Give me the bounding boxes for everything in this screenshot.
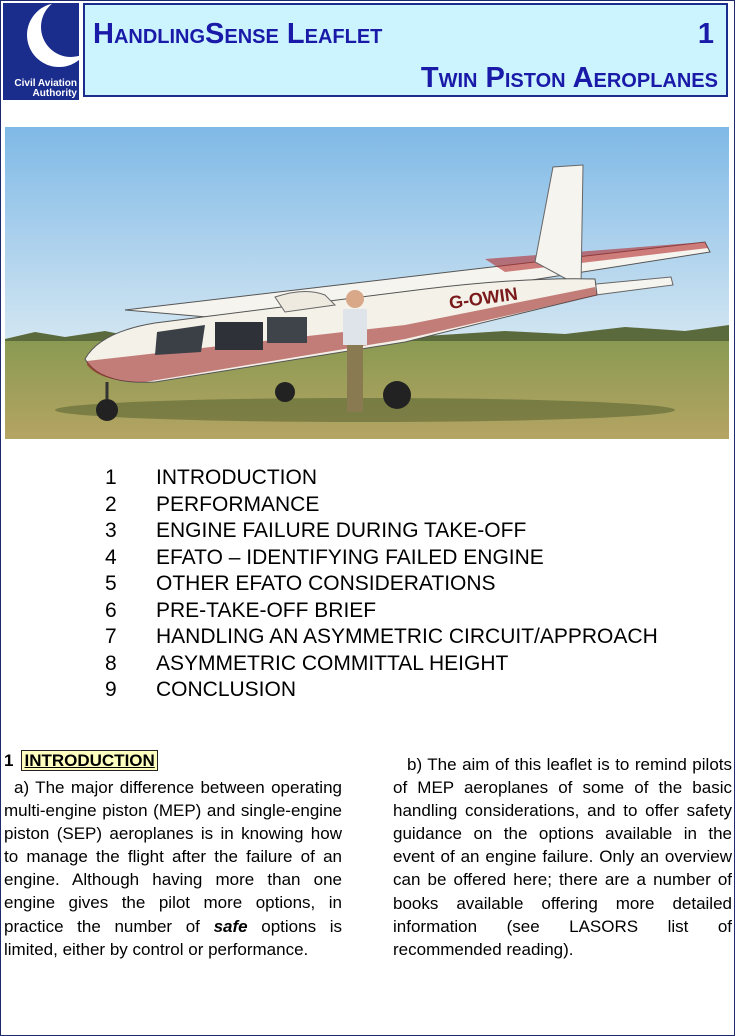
toc-item: [100, 677, 720, 704]
toc-label: PRE-TAKE-OFF BRIEF: [156, 598, 377, 622]
toc-number: 5: [105, 572, 117, 595]
toc-item: [100, 518, 720, 545]
paragraph-a-emphasis: safe: [213, 916, 248, 936]
paragraph-a-text: a) The major difference between operating multi-engine piston (MEP) and single-engine piston (SEP) aeroplanes is in knowing how to manage the flight after the failure of an engine. Although having more than one engine gives the pilot more options, in practice the number of: [4, 778, 342, 936]
toc-label: HANDLING AN ASYMMETRIC CIRCUIT/APPROACH: [156, 625, 658, 648]
right-column: [393, 753, 732, 961]
logo-text-line2: Authority: [32, 88, 77, 99]
toc-number: 1: [105, 466, 117, 489]
title-box: [83, 3, 728, 97]
section-title: INTRODUCTION: [21, 750, 157, 771]
toc-number: 4: [105, 545, 117, 569]
toc-label: PERFORMANCE: [156, 492, 320, 516]
logo-text-line1: Civil Aviation: [14, 78, 77, 89]
paragraph-b: b) The aim of this leaflet is to remind pilots of MEP aeroplanes of some of the basic handling considerations, and to offer safety guidance on the options available in the event of an engine failure. Only an overview can be offered here; there are a number of books available offering more detailed information (see LASORS list of recommended reading).: [393, 755, 732, 959]
toc-item: [100, 465, 720, 492]
toc-item: [100, 571, 720, 598]
toc-label: INTRODUCTION: [156, 466, 317, 489]
toc-number: 6: [105, 598, 117, 622]
toc-label: EFATO – IDENTIFYING FAILED ENGINE: [156, 545, 544, 569]
aircraft-registration: G-OWIN: [447, 283, 519, 313]
toc-label: OTHER EFATO CONSIDERATIONS: [156, 572, 496, 595]
table-of-contents: [100, 465, 720, 704]
toc-number: 8: [105, 651, 117, 675]
toc-number: 9: [105, 678, 117, 701]
toc-item: [100, 651, 720, 678]
toc-label: ASYMMETRIC COMMITTAL HEIGHT: [156, 651, 509, 675]
leaflet-number: 1: [697, 18, 714, 50]
logo-text: [7, 79, 79, 99]
caa-logo: [3, 3, 79, 100]
toc-number: 2: [105, 492, 117, 516]
leaflet-title: [93, 17, 382, 51]
toc-item: [100, 598, 720, 625]
leaflet-title-text: HandlingSense Leaflet: [93, 18, 383, 50]
leaflet-subtitle-text: Twin Piston Aeroplanes: [420, 62, 718, 94]
leaflet-subtitle: [421, 61, 718, 95]
aeroplane-photo: [5, 127, 729, 439]
left-column: [4, 776, 342, 961]
toc-item: [100, 492, 720, 519]
section-heading: [4, 750, 158, 772]
toc-number: 7: [105, 625, 117, 648]
section-number: 1: [4, 751, 14, 770]
toc-label: ENGINE FAILURE DURING TAKE-OFF: [156, 519, 527, 542]
paragraph-a: [4, 776, 342, 961]
paragraph-a-text-end: options is limited, either by control or performance.: [4, 916, 342, 959]
toc-item: [100, 624, 720, 651]
toc-label: CONCLUSION: [156, 678, 297, 701]
toc-item: [100, 545, 720, 572]
toc-number: 3: [105, 519, 117, 542]
